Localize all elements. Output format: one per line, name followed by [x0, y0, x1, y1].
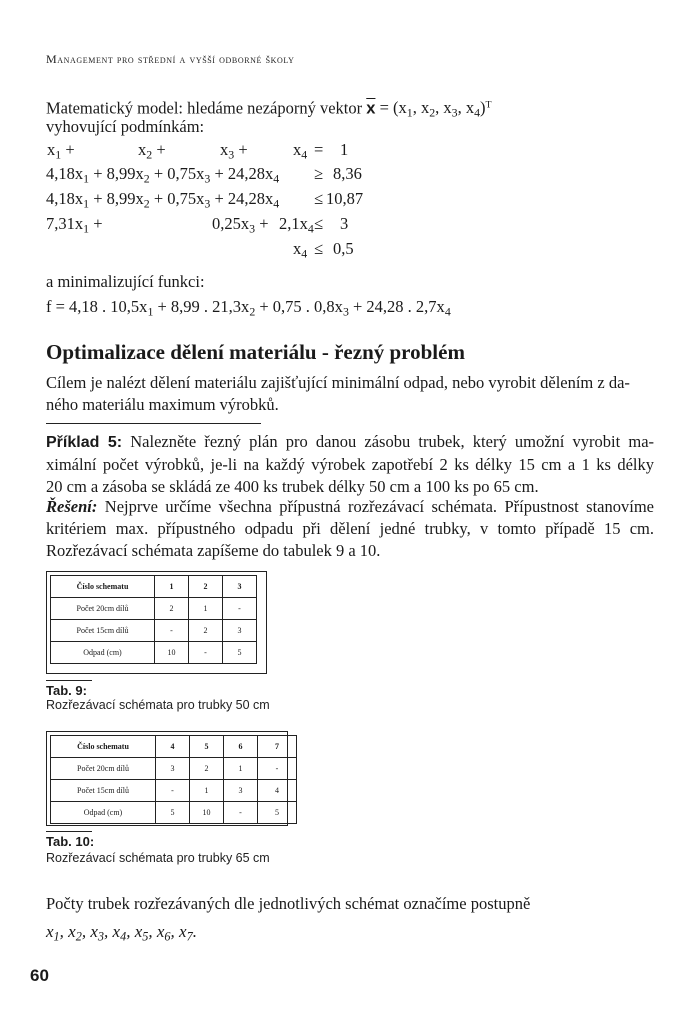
section-title: Optimalizace dělení materiálu - řezný problém — [46, 340, 465, 364]
table-row: Odpad (cm) 5 10 - 5 — [51, 802, 297, 824]
running-header: Management pro střední a vyšší odborné školy — [46, 52, 295, 66]
example-paragraph: Příklad 5: Nalezněte řezný plán pro danou zásobu trubek, který umožní vyrobit ma- ximální počet výrobků, je-li na každý výrobek zapotřebí 2 ks délky 15 cm a 1 ks délky 20 cm a zásoba se skládá ze 400 ks trubek délky 50 cm a 100 ks po 65 cm. — [46, 432, 655, 496]
table-10-caption-text: Rozřezávací schémata pro trubky 65 cm — [46, 851, 270, 865]
section-intro: Cílem je nalézt dělení materiálu zajišťující minimální odpad, nebo vyrobit dělením z da- ného materiálu maximum výrobků. — [46, 373, 630, 414]
table-10 — [50, 735, 297, 824]
constraints-block: $x_1$ + $x_2$ + $x_3$ + $x_4$ = 1 $4,18x_1 + 8,99x_2 + 0,75x_3 + 24,28x_4$ ≥ 8,36 $4,18x_1 + 8,99x_2 + 0,75x_3 + 24,28x_4$ ≤ 10,87 $7,31x_1$ + $0,25x_3$ + $2,1x_4$ ≤ 3 $x_4$ ≤ 0,5 — [46, 140, 364, 261]
model-intro-text: Matematický model: hledáme nezáporný vektor — [46, 98, 367, 118]
table-9 — [50, 575, 257, 664]
vector-definition: = ($x_1$, $x_2$, $x_3$, $x_4)^T$ — [375, 98, 492, 120]
constraint-2: $4,18x_1 + 8,99x_2 + 0,75x_3 + 24,28x_4$ — [46, 164, 280, 186]
table-row: Počet 15cm dílů - 2 3 — [51, 620, 257, 642]
table-row: Počet 20cm dílů 3 2 1 - — [51, 758, 297, 780]
divider — [46, 423, 261, 424]
constraint-3: $4,18x_1 + 8,99x_2 + 0,75x_3 + 24,28x_4$ — [46, 189, 280, 211]
table-row: Počet 20cm dílů 2 1 - — [51, 598, 257, 620]
table-row: Číslo schematu 4 5 6 7 — [51, 736, 297, 758]
caption-9-rule — [46, 680, 92, 681]
closing-text: Počty trubek rozřezávaných dle jednotlivých schémat označíme postupně — [46, 894, 531, 913]
table-9-caption-text: Rozřezávací schémata pro trubky 50 cm — [46, 698, 270, 712]
constraint-4: $7,31x_1$ + — [46, 214, 103, 236]
example-label: Příklad 5: — [46, 434, 123, 451]
minimize-label: a minimalizující funkci: — [46, 272, 205, 291]
page-number: 60 — [30, 966, 49, 985]
table-row: Číslo schematu 1 2 3 — [51, 576, 257, 598]
vector-x: $\overline{x}$ — [366, 99, 376, 118]
constraint-1: $x_1$ + — [47, 140, 75, 162]
table-row: Odpad (cm) 10 - 5 — [51, 642, 257, 664]
variables-list: $x_1$, $x_2$, $x_3$, $x_4$, $x_5$, $x_6$, $x_7$. — [46, 922, 197, 944]
table-row: Počet 15cm dílů - 1 3 4 — [51, 780, 297, 802]
caption-10-rule — [46, 831, 92, 832]
objective-function: f = 4,18 . $10,5x_1 + 8,99$ . $21,3x_2 + 0,75$ . $0,8x_3 + 24,28$ . $2,7x_4$ — [46, 297, 451, 319]
table-9-caption-title: Tab. 9: — [46, 683, 87, 698]
solution-paragraph: Řešení: Nejprve určíme všechna přípustná rozřezávací schémata. Přípustnost stanovíme kritériem max. přípustného odpadu při dělení jedné trubky, v tomto případě 15 cm. Rozřezávací schémata zapíšeme do tabulek 9 a 10. — [46, 497, 654, 560]
model-line-2: vyhovující podmínkám: — [46, 117, 205, 136]
constraint-5: $x_4$ — [293, 239, 308, 261]
solution-label: Řešení: — [46, 497, 98, 516]
table-10-caption-title: Tab. 10: — [46, 834, 95, 849]
